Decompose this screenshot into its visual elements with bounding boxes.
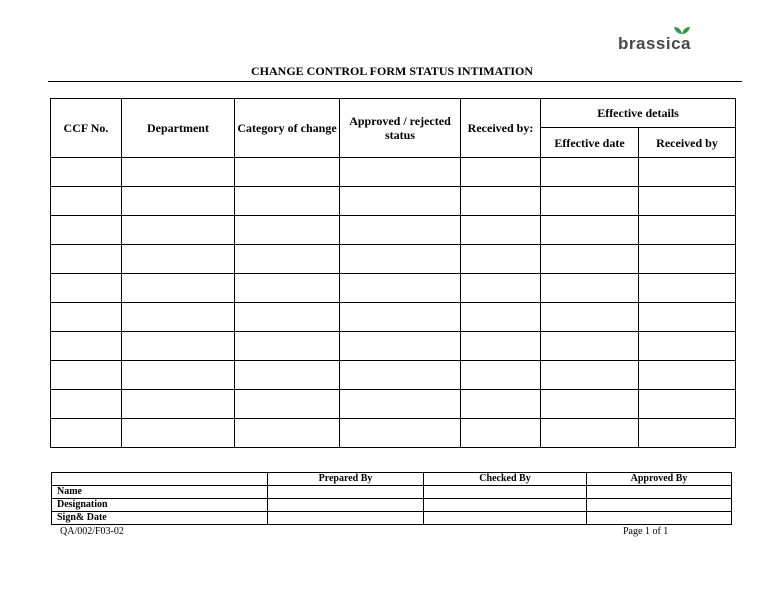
table-cell[interactable] — [461, 419, 541, 448]
signoff-cell[interactable] — [587, 499, 732, 512]
signoff-row — [52, 499, 732, 512]
table-cell[interactable] — [340, 303, 461, 332]
table-cell[interactable] — [340, 216, 461, 245]
table-cell[interactable] — [461, 390, 541, 419]
table-cell[interactable] — [639, 274, 736, 303]
table-cell[interactable] — [235, 245, 340, 274]
table-cell[interactable] — [639, 245, 736, 274]
table-cell[interactable] — [51, 216, 122, 245]
table-cell[interactable] — [340, 274, 461, 303]
header-category: Category of change — [235, 99, 340, 158]
table-row — [51, 303, 736, 332]
table-cell[interactable] — [541, 419, 639, 448]
table-row — [51, 274, 736, 303]
logo-text: brassica — [618, 34, 691, 53]
table-cell[interactable] — [235, 419, 340, 448]
signoff-header-cell: Prepared By — [268, 473, 424, 486]
table-cell[interactable] — [461, 187, 541, 216]
table-cell[interactable] — [235, 216, 340, 245]
table-cell[interactable] — [541, 216, 639, 245]
signoff-header-cell — [52, 473, 268, 486]
table-cell[interactable] — [235, 332, 340, 361]
table-cell[interactable] — [541, 187, 639, 216]
table-row — [51, 216, 736, 245]
table-cell[interactable] — [639, 187, 736, 216]
table-cell[interactable] — [340, 187, 461, 216]
header-department: Department — [122, 99, 235, 158]
header-received-by: Received by: — [461, 99, 541, 158]
signoff-table — [51, 472, 732, 525]
table-cell[interactable] — [639, 303, 736, 332]
table-cell[interactable] — [235, 361, 340, 390]
page-number: Page 1 of 1 — [623, 526, 669, 537]
table-cell[interactable] — [461, 361, 541, 390]
table-cell[interactable] — [340, 332, 461, 361]
table-cell[interactable] — [461, 274, 541, 303]
table-cell[interactable] — [461, 245, 541, 274]
table-cell[interactable] — [461, 158, 541, 187]
signoff-cell[interactable] — [424, 486, 587, 499]
change-control-table — [50, 98, 736, 448]
title-divider — [48, 81, 742, 82]
table-cell[interactable] — [541, 274, 639, 303]
table-cell[interactable] — [235, 390, 340, 419]
table-cell[interactable] — [122, 419, 235, 448]
table-cell[interactable] — [541, 303, 639, 332]
table-cell[interactable] — [122, 303, 235, 332]
table-row — [51, 245, 736, 274]
table-cell[interactable] — [541, 158, 639, 187]
table-cell[interactable] — [461, 303, 541, 332]
header-ccf-no: CCF No. — [51, 99, 122, 158]
signoff-cell[interactable] — [587, 486, 732, 499]
table-cell[interactable] — [235, 303, 340, 332]
table-cell[interactable] — [51, 419, 122, 448]
signoff-cell[interactable] — [268, 512, 424, 525]
signoff-cell[interactable] — [268, 486, 424, 499]
header-effective-date: Effective date — [541, 128, 639, 158]
table-cell[interactable] — [235, 187, 340, 216]
document-code: QA/002/F03-02 — [60, 526, 124, 537]
signoff-header-row — [52, 473, 732, 486]
table-cell[interactable] — [235, 274, 340, 303]
table-cell[interactable] — [51, 361, 122, 390]
signoff-row — [52, 486, 732, 499]
signoff-row — [52, 512, 732, 525]
signoff-cell[interactable] — [424, 499, 587, 512]
table-cell[interactable] — [122, 187, 235, 216]
table-cell[interactable] — [639, 390, 736, 419]
table-cell[interactable] — [639, 361, 736, 390]
table-cell[interactable] — [340, 361, 461, 390]
table-cell[interactable] — [122, 245, 235, 274]
signoff-row-label: Designation — [52, 499, 268, 512]
table-cell[interactable] — [122, 274, 235, 303]
table-cell[interactable] — [541, 332, 639, 361]
header-approved-status: Approved / rejected status — [340, 99, 461, 158]
table-cell[interactable] — [51, 390, 122, 419]
signoff-row-label: Name — [52, 486, 268, 499]
table-cell[interactable] — [51, 158, 122, 187]
table-cell[interactable] — [461, 332, 541, 361]
table-cell[interactable] — [340, 419, 461, 448]
table-cell[interactable] — [51, 245, 122, 274]
table-row — [51, 361, 736, 390]
header-effective-details: Effective details — [541, 99, 736, 128]
table-cell[interactable] — [541, 361, 639, 390]
table-row — [51, 332, 736, 361]
table-cell[interactable] — [541, 390, 639, 419]
table-cell[interactable] — [51, 274, 122, 303]
table-cell[interactable] — [122, 361, 235, 390]
table-cell[interactable] — [639, 419, 736, 448]
signoff-cell[interactable] — [268, 499, 424, 512]
table-row — [51, 390, 736, 419]
table-cell[interactable] — [122, 390, 235, 419]
signoff-cell[interactable] — [587, 512, 732, 525]
brassica-logo — [618, 26, 700, 54]
signoff-header-cell: Approved By — [587, 473, 732, 486]
table-row — [51, 158, 736, 187]
table-cell[interactable] — [541, 245, 639, 274]
table-cell[interactable] — [639, 158, 736, 187]
table-cell[interactable] — [235, 158, 340, 187]
table-row — [51, 187, 736, 216]
signoff-header-cell: Checked By — [424, 473, 587, 486]
table-cell[interactable] — [122, 216, 235, 245]
table-row — [51, 419, 736, 448]
header-effective-received-by: Received by — [639, 128, 736, 158]
signoff-cell[interactable] — [424, 512, 587, 525]
table-cell[interactable] — [461, 216, 541, 245]
table-cell[interactable] — [51, 332, 122, 361]
table-cell[interactable] — [51, 187, 122, 216]
table-cell[interactable] — [340, 158, 461, 187]
table-cell[interactable] — [639, 216, 736, 245]
table-cell[interactable] — [51, 303, 122, 332]
signoff-row-label: Sign& Date — [52, 512, 268, 525]
table-cell[interactable] — [122, 332, 235, 361]
table-cell[interactable] — [340, 245, 461, 274]
table-cell[interactable] — [639, 332, 736, 361]
table-cell[interactable] — [340, 390, 461, 419]
table-cell[interactable] — [122, 158, 235, 187]
page-title: CHANGE CONTROL FORM STATUS INTIMATION — [250, 64, 534, 78]
